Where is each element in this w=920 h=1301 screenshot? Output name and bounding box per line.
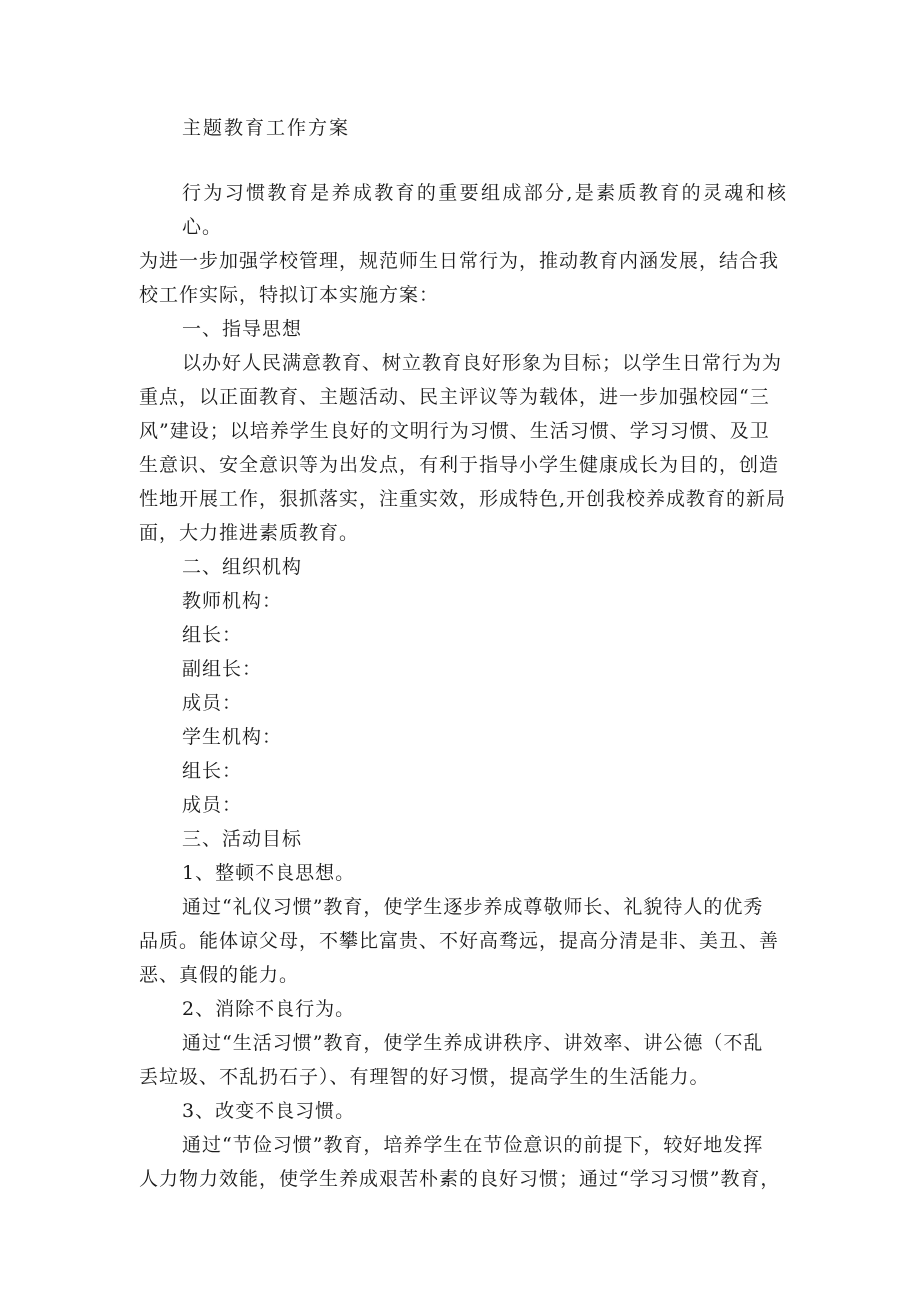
document-line: 组长： xyxy=(182,624,243,646)
document-line: 通过“礼仪习惯”教育，使学生逐步养成尊敬师长、礼貌待人的优秀 xyxy=(182,896,764,918)
document-line: 面，大力推进素质教育。 xyxy=(139,522,360,544)
document-line: 教师机构： xyxy=(182,590,283,612)
document-line: 丢垃圾、不乱扔石子）、有理智的好习惯，提高学生的生活能力。 xyxy=(139,1066,710,1088)
document-line: 成员： xyxy=(182,794,243,816)
document-line: 以办好人民满意教育、树立教育良好形象为目标；以学生日常行为为 xyxy=(182,352,783,374)
document-line: 恶、真假的能力。 xyxy=(139,964,300,986)
document-line: 副组长： xyxy=(182,658,263,680)
document-line: 组长： xyxy=(182,760,243,782)
document-line: 一、指导思想 xyxy=(182,318,303,340)
document-line: 3、改变不良习惯。 xyxy=(182,1100,356,1122)
document-line: 学生机构： xyxy=(182,726,283,748)
document-line: 为进一步加强学校管理，规范师生日常行为，推动教育内涵发展，结合我 xyxy=(139,250,780,272)
document-line: 性地开展工作，狠抓落实，注重实效，形成特色,开创我校养成教育的新局 xyxy=(139,488,787,510)
document-line: 通过“生活习惯”教育，使学生养成讲秩序、讲效率、讲公德（不乱 xyxy=(182,1032,764,1054)
document-line: 品质。能体谅父母，不攀比富贵、不好高骛远，提高分清是非、美丑、善 xyxy=(139,930,780,952)
document-line: 成员： xyxy=(182,692,243,714)
document-line: 二、组织机构 xyxy=(182,556,303,578)
document-line: 2、消除不良行为。 xyxy=(182,998,356,1020)
document-line: 重点，以正面教育、主题活动、民主评议等为载体，进一步加强校园“三 xyxy=(139,386,770,408)
document-line: 通过“节俭习惯”教育，培养学生在节俭意识的前提下，较好地发挥 xyxy=(182,1134,764,1156)
document-body xyxy=(139,176,787,1196)
document-line: 生意识、安全意识等为出发点，有利于指导小学生健康成长为目的，创造 xyxy=(139,454,780,476)
document-line: 风”建设；以培养学生良好的文明行为习惯、生活习惯、学习习惯、及卫 xyxy=(139,420,770,442)
document-line: 校工作实际，特拟订本实施方案： xyxy=(139,284,440,306)
document-line: 行为习惯教育是养成教育的重要组成部分,是素质教育的灵魂和核心。 xyxy=(182,182,787,238)
document-line: 三、活动目标 xyxy=(182,828,303,850)
document-line: 1、整顿不良思想。 xyxy=(182,862,356,884)
document-title: 主题教育工作方案 xyxy=(182,117,351,139)
document-line: 人力物力效能，使学生养成艰苦朴素的良好习惯；通过“学习习惯”教育， xyxy=(139,1168,781,1190)
